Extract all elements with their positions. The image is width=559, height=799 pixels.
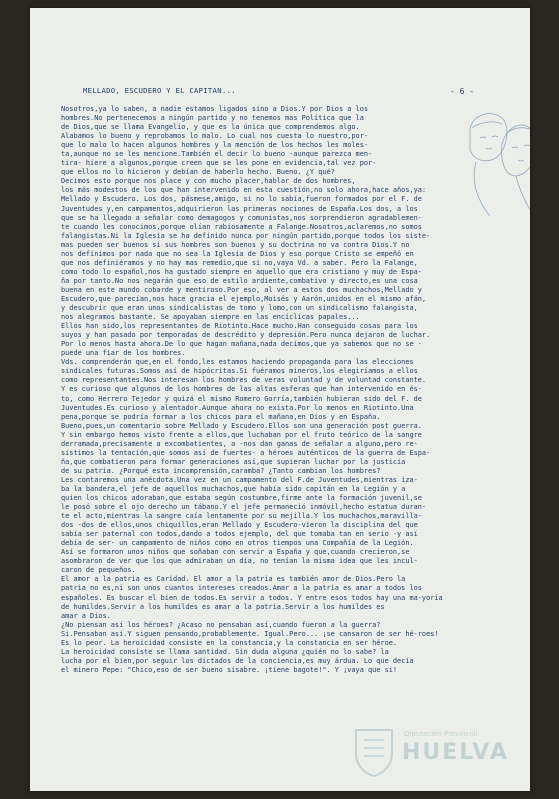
text-line: Así se formaron unos niños que soñaban con servir a España y que,cuando crecieron,se bbox=[61, 548, 410, 557]
text-line: Juventudes.Es curioso y alentador.Aunque ahora no exista.Por lo menos en Riotinto.Una bbox=[61, 403, 414, 412]
text-line: el minero Pepe: "Chico,eso de ser bueno sisabre. ¡tiene bagote!". Y ¡vaya que si! bbox=[61, 665, 398, 674]
text-line: Ellos han sido,los representantes de Riotinto.Hace mucho.Han conseguido cosas para los bbox=[61, 322, 418, 331]
text-line: Decimos esto porque nos place y con mucho placer,hablar de dos hombres, bbox=[61, 177, 356, 186]
text-line: to, como Herrero Tejedor y quizá el mismo Romero Gorría,también hubieran sido del F. de bbox=[61, 394, 422, 403]
archive-watermark bbox=[352, 726, 522, 784]
page-number: - 6 - bbox=[450, 87, 475, 96]
text-line: nos definimos por nada que no sea la Iglesia de Dios y eso porque Cristo se empeñó en bbox=[61, 249, 414, 258]
text-line: patria no es,ni son unos cuantos intereses creados.Amar a la patria es amar a todos los bbox=[61, 584, 422, 593]
text-line: debía de ser- un campamento de niños como en otros tiempos una Compañía de la Legión. bbox=[61, 539, 414, 548]
watermark-subtext: Diputación Provincial bbox=[404, 730, 478, 738]
text-line: Alabamos lo bueno y reprobamos lo malo. Lo cual nos cuesta lo nuestro,por- bbox=[61, 132, 368, 141]
archive-shield-icon bbox=[352, 726, 396, 778]
document-body bbox=[61, 105, 513, 675]
text-line: caron de pequeños. bbox=[61, 566, 136, 575]
text-line: falangistas.Ni la Iglesia se ha definido nunca por ningún partido,porque todos los siste- bbox=[61, 231, 431, 240]
text-line: dos -dos de ellos,unos chiquillos,eran Mellado y Escudero-vieron la disciplina del que bbox=[61, 521, 418, 530]
text-line: Es lo peor. La heroicidad consiste en la constancia,y la constancia en ser héroe. bbox=[61, 638, 398, 647]
text-line: sindicales futuras.Somos así de hipócritas.Si fuéramos mineros,los elegiríamos a ellos bbox=[61, 367, 418, 376]
text-line: nos alegramos bastante. Se apoyaban siempre en las encíclicas papales... bbox=[61, 313, 360, 322]
text-line: que lo malo lo hacen algunos hombres y la mención de los hechos les moles- bbox=[61, 141, 368, 150]
text-line: que ellos no lo hicieron y debían de haberlo hecho. Bueno. ¿Y qué? bbox=[61, 168, 335, 177]
document-page bbox=[30, 8, 530, 791]
text-line: El amor a la patria es Caridad. El amor a la patria es también amor de Dios.Pero la bbox=[61, 575, 406, 584]
text-line: quien los chicos adoraban,que estaba según costumbre,firme ante la formación juvenil,se bbox=[61, 494, 422, 503]
text-line: puede una fiar de los hombres. bbox=[61, 349, 186, 358]
text-line: Y sin embargo hemos visto frente a ellos,que luchaban por el fruto teórico de la sangre bbox=[61, 430, 422, 439]
text-line: Y es curioso que algunos de los hombres de las altas esferas que han intervenido en és- bbox=[61, 385, 422, 394]
text-line: ña por tanto.No nos negarán que eso de estilo ardiente,combativo y directo,es una cosa bbox=[61, 276, 418, 285]
text-line: Vds. comprenderán que,en el fondo,les estamos haciendo propaganda para las elecciones bbox=[61, 358, 414, 367]
text-line: Mellado y Escudero. Los dos, pásmese,amigo, si no lo sabía,fueron formados por el F. de bbox=[61, 195, 422, 204]
text-line: ¿No piensan así los héroes? ¿Acaso no pensaban así,cuando fueron a la guerra? bbox=[61, 620, 381, 629]
text-line: hombres.No pertenecemos a ningún partido y no tenemos mas Política que la bbox=[61, 114, 364, 123]
text-line: de humildes.Servir a los humildes es amar a la patria.Servir a los humildes es bbox=[61, 602, 385, 611]
text-line: mas pueden ser buenos si sus hombres son buenos y su doctrina no va contra Dios.Y no bbox=[61, 240, 410, 249]
text-line: asombraron de ver que los que admiraban un día, no tenían la misma idea que les incul- bbox=[61, 557, 418, 566]
text-line: Juventudes y,en campamentos,adquirieron las primeras nociones de España.Los dos, a los bbox=[61, 204, 418, 213]
text-line: lucha por el bien,por seguir los dictados de la conciencia,es muy árdua. Lo que decía bbox=[61, 656, 414, 665]
text-line: sistimos la tentación,que somos así de fuertes- a héroes auténticos de la guerra de Espa- bbox=[61, 448, 431, 457]
text-line: españoles. Es buscar el bien de todos.Es servir a todos. Y entre esos todos hay una ma-yoría bbox=[61, 593, 443, 602]
text-line: y descubrir que eran unos sindicalistas de tomo y lomo,con un sindicalismo falangista, bbox=[61, 304, 418, 313]
text-line: La heroicidad consiste se llama santidad. Sin duda alguna ¿quién no lo sabe? la bbox=[61, 647, 389, 656]
watermark-text: HUELVA bbox=[402, 740, 509, 765]
text-line: de su patria. ¿Porqué esta incomprensión,caramba? ¿Tanto cambian los hombres? bbox=[61, 466, 381, 475]
text-line: te el acto,mientras la sangre caía lentamente por su mejilla.Y los muchachos,maravilla- bbox=[61, 512, 422, 521]
text-line: sabía ser paternal con todos,dando a todos ejemplo, del que tomaba tan en serio -y así bbox=[61, 530, 418, 539]
text-line: Nosotros,ya lo saben, a nadie estamos ligados sino a Dios.Y por Dios a los bbox=[61, 105, 368, 113]
text-line: ba la bandera,el jefe de aquellos muchachos,que había sido capitán en la Legión y a bbox=[61, 484, 406, 493]
text-line: ña,que combatieron para formar generaciones así,que supieran luchar por la justicia bbox=[61, 457, 406, 466]
text-line: le posó sobre el ojo derecho un tábano.Y el jefe permaneció inmóvil,hecho estatua duran- bbox=[61, 503, 427, 512]
text-line: los más modestos de los que han intervenido en esta cuestión,no solo ahora,hace años,ya: bbox=[61, 186, 427, 195]
text-line: Les contaremos una anécdota.Una vez en un campamento del F.de Juventudes,mientras iza- bbox=[61, 475, 418, 484]
text-line: Si.Pensaban así.Y siguen pensando,probablemente. Igual.Pero... ¡se cansaron de ser hé-roes! bbox=[61, 629, 439, 638]
text-line: Bueno,pues,un comentario sobre Mellado y Escudero.Ellos son una generación post guerra. bbox=[61, 421, 422, 430]
text-line: Por lo menos hasta ahora.De lo que hagan mañana,nada decimos,que ya sabemos que no se - bbox=[61, 340, 422, 349]
text-line: te cuando les conocimos,porque olían rabiosamente a Falange.Nosotros,aclaremos,no somos bbox=[61, 222, 422, 231]
text-line: tira- hiere a algunos,porque creen que se les pone en evidencia,tal vez por- bbox=[61, 159, 377, 168]
text-line: como todo lo español,nos ha gustado siempre en aquello que era cristiano y muy de Espa- bbox=[61, 267, 422, 276]
text-line: Escudero,que parecían,nos hace gracia el ejemplo,Moisés y Aarón,unidos en el mismo afán, bbox=[61, 294, 427, 303]
text-line: como representantes.Nos interesan los hombres de veras voluntad y de voluntad constante. bbox=[61, 376, 427, 385]
text-line: buena en este mundo cobarde y mentiroso.Por eso, al ver a estos dos muchachos,Mellado y bbox=[61, 285, 422, 294]
text-line: ta,aunque no se les mencione.También el decir lo bueno -aunque parezca men- bbox=[61, 150, 373, 159]
text-line: amar a Dios. bbox=[61, 611, 111, 620]
document-title: MELLADO, ESCUDERO Y EL CAPITAN... bbox=[83, 86, 236, 95]
text-line: derramada,precisamente a excombatientes, a -nos dan ganas de señalar a alguno,pero re- bbox=[61, 439, 418, 448]
text-line: pena,porque se podría formar a los chicos para el mañana,en Dios y en España. bbox=[61, 412, 381, 421]
text-line: suyos y han pasado por temporadas de descrédito y depresión.Pero nunca dejaron de luchar. bbox=[61, 331, 431, 340]
text-line: que nos definiéramos y no hay mas remedio,que si no,vaya Vd. a saber. Pero la Falange, bbox=[61, 258, 418, 267]
text-line: de Dios,que se llama Evangelio, y que es la única que comprendemos algo. bbox=[61, 123, 360, 132]
text-line: que se ha llegado a señalar como demagogos y comunistas,nos sorprendieron agradablemen- bbox=[61, 213, 422, 222]
